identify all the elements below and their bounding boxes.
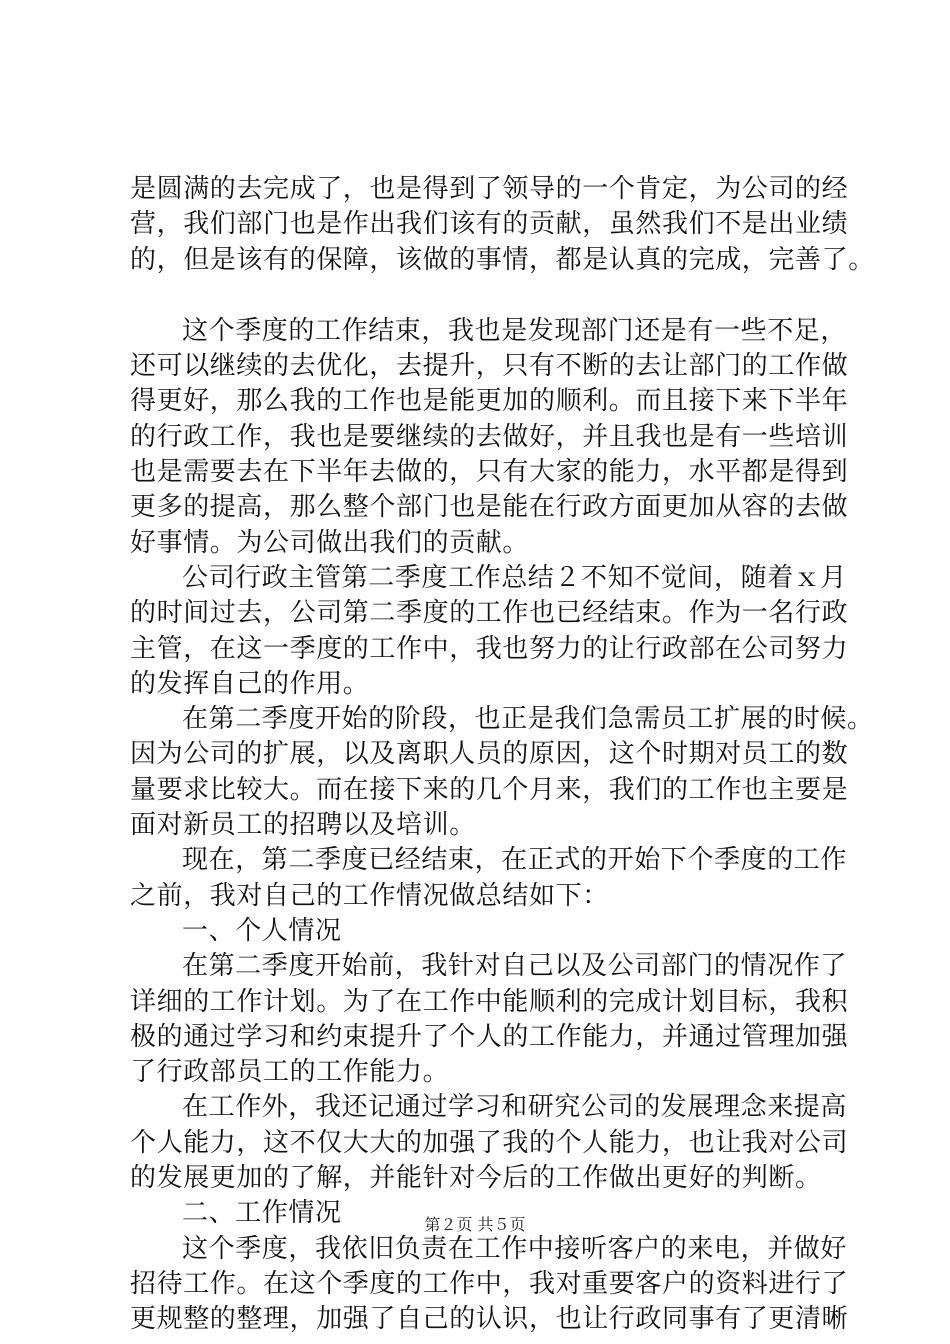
paragraph-first-line: 在第二季度开始前，我针对自己以及公司部门的情况作了 bbox=[182, 951, 848, 982]
paragraph-gap bbox=[130, 278, 830, 314]
text-line: 得更好，那么我的工作也是能更加的顺利。而且接下来下半年 bbox=[130, 386, 849, 417]
paragraph-first-line: 公司行政主管第二季度工作总结２不知不觉间，随着ｘ月 bbox=[182, 562, 848, 593]
text-line: 的时间过去，公司第二季度的工作也已经结束。作为一名行政 bbox=[130, 598, 849, 629]
text-line: 面对新员工的招聘以及培训。 bbox=[130, 810, 476, 841]
text-line: 详细的工作计划。为了在工作中能顺利的完成计划目标，我积 bbox=[130, 986, 849, 1017]
document-body bbox=[130, 172, 875, 1338]
paragraph-first-line: 在第二季度开始的阶段，也正是我们急需员工扩展的时候。 bbox=[182, 704, 874, 735]
text-line: 是圆满的去完成了，也是得到了领导的一个肯定，为公司的经 bbox=[130, 174, 849, 204]
text-line: 因为公司的扩展，以及离职人员的原因，这个时期对员工的数 bbox=[130, 739, 849, 770]
paragraph-first-line: 这个季度的工作结束，我也是发现部门还是有一些不足， bbox=[182, 315, 848, 346]
text-line: 之前，我对自己的工作情况做总结如下： bbox=[130, 880, 609, 911]
text-line: 量要求比较大。而在接下来的几个月来，我们的工作也主要是 bbox=[130, 774, 849, 805]
text-line: 主管，在这一季度的工作中，我也努力的让行政部在公司努力 bbox=[130, 633, 849, 664]
text-line: 好事情。为公司做出我们的贡献。 bbox=[130, 527, 530, 558]
text-line: 也是需要去在下半年去做的，只有大家的能力，水平都是得到 bbox=[130, 457, 849, 488]
text-line: 了行政部员工的工作能力。 bbox=[130, 1057, 450, 1088]
text-line: 的行政工作，我也是要继续的去做好，并且我也是有一些培训 bbox=[130, 421, 849, 452]
text-line: 的发展更加的了解，并能针对今后的工作做出更好的判断。 bbox=[130, 1163, 822, 1194]
text-line: 个人能力，这不仅大大的加强了我的个人能力，也让我对公司 bbox=[130, 1127, 849, 1158]
text-line: 招待工作。在这个季度的工作中，我对重要客户的资料进行了 bbox=[130, 1268, 849, 1299]
page-number-footer: 第２页 共５页 bbox=[424, 1215, 526, 1234]
text-line: 的发挥自己的作用。 bbox=[130, 668, 370, 699]
text-line: 营，我们部门也是作出我们该有的贡献，虽然我们不是出业绩 bbox=[130, 209, 849, 240]
section-heading: 二、工作情况 bbox=[182, 1198, 342, 1229]
text-line: 更多的提高，那么整个部门也是能在行政方面更加从容的去做 bbox=[130, 492, 849, 523]
text-line: 更规整的整理，加强了自己的认识，也让行政同事有了更清晰 bbox=[130, 1304, 849, 1335]
text-line: 还可以继续的去优化，去提升，只有不断的去让部门的工作做 bbox=[130, 351, 849, 382]
paragraph-first-line: 现在，第二季度已经结束，在正式的开始下个季度的工作 bbox=[182, 845, 848, 876]
text-line: 极的通过学习和约束提升了个人的工作能力，并通过管理加强 bbox=[130, 1021, 849, 1052]
section-heading: 一、个人情况 bbox=[182, 915, 342, 946]
paragraph-first-line: 在工作外，我还记通过学习和研究公司的发展理念来提高 bbox=[182, 1092, 848, 1123]
paragraph-first-line: 这个季度，我依旧负责在工作中接听客户的来电，并做好 bbox=[182, 1233, 848, 1264]
text-line: 的，但是该有的保障，该做的事情，都是认真的完成，完善了。 bbox=[130, 244, 875, 275]
